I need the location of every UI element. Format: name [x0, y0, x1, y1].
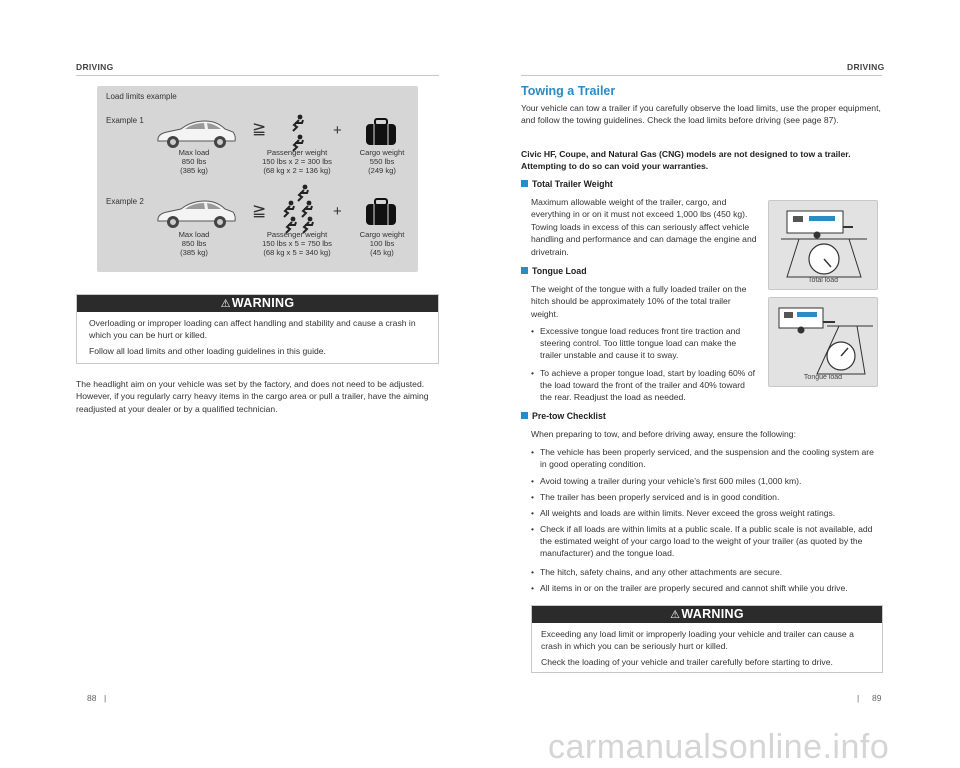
- section-title: Towing a Trailer: [521, 84, 616, 98]
- page-number-right: 89: [872, 693, 882, 703]
- load-limits-title: Load limits example: [106, 92, 177, 101]
- tongue-load-text: The weight of the tongue with a fully loaded trailer on the hitch should be approximately 10% of the total trailer weight.: [531, 284, 747, 319]
- luggage-icon: [365, 198, 397, 226]
- warning-text: Check the loading of your vehicle and trailer carefully before starting to drive.: [541, 657, 833, 668]
- square-bullet-icon: [521, 180, 528, 187]
- example-1-passenger-weight: Passenger weight 150 lbs x 2 = 300 lbs (68 kg x 2 = 136 kg): [262, 148, 332, 175]
- list-item: • Excessive tongue load reduces front tire traction and steering control. Too little tongue load can make the trailer unstable and cause it to sway.: [531, 326, 741, 361]
- car-icon: [155, 196, 237, 230]
- running-header-left: DRIVING: [76, 62, 114, 72]
- header-rule-left: [76, 75, 439, 76]
- tongue-load-illustration: [768, 297, 878, 387]
- headlight-paragraph: The headlight aim on your vehicle was set by the factory, and does not need to be adjusted. However, if you regularly carry heavy items in the cargo area or pull a trailer, have the aiming readjusted at your dealer or by a qualified technician.: [76, 379, 429, 414]
- list-item: • The trailer has been properly serviced and is in good condition.: [531, 492, 780, 502]
- load-limits-figure: [97, 86, 418, 272]
- car-icon: [155, 116, 237, 150]
- list-item: • The hitch, safety chains, and any other attachments are secure.: [531, 567, 783, 577]
- towing-intro: Your vehicle can tow a trailer if you carefully observe the load limits, use the proper equipment, and follow the towing guidelines. Check the load limits before driving (see page 87).: [521, 103, 881, 126]
- warning-header: ⚠WARNING: [77, 295, 438, 312]
- warning-text: Follow all load limits and other loading guidelines in this guide.: [89, 346, 326, 357]
- heading-total-trailer-weight: Total Trailer Weight: [521, 179, 613, 189]
- example-2-passenger-weight: Passenger weight 150 lbs x 5 = 750 lbs (68 kg x 5 = 340 kg): [262, 230, 332, 257]
- heading-tongue-load: Tongue Load: [521, 266, 587, 276]
- square-bullet-icon: [521, 412, 528, 419]
- header-rule-right: [521, 75, 882, 76]
- total-load-illustration: [768, 200, 878, 290]
- list-item: • To achieve a proper tongue load, start by loading 60% of the load toward the front of the trailer and 40% toward the rear. Readjust the load as needed.: [531, 368, 755, 403]
- list-item: • All weights and loads are within limits. Never exceed the gross weight ratings.: [531, 508, 836, 518]
- list-item: • The vehicle has been properly serviced, and the suspension and the cooling system are in good operating condition.: [531, 447, 874, 470]
- example-2-cargo-weight: Cargo weight 100 lbs (45 kg): [359, 230, 405, 257]
- towing-notice: Civic HF, Coupe, and Natural Gas (CNG) models are not designed to tow a trailer. Attempting to do so can void your warranties.: [521, 149, 851, 172]
- list-item: • Check if all loads are within limits at a public scale. If a public scale is not available, add the estimated weight of your cargo load to the weight of your trailer (as quoted by the manufacturer) and the tongue load.: [531, 524, 873, 559]
- example-2-label: Example 2: [106, 197, 144, 206]
- warning-triangle-icon: ⚠: [220, 297, 231, 310]
- list-item: • Avoid towing a trailer during your vehicle’s first 600 miles (1,000 km).: [531, 476, 802, 486]
- heading-pretow-checklist: Pre-tow Checklist: [521, 411, 606, 421]
- warning-triangle-icon: ⚠: [670, 608, 681, 621]
- warning-text: Exceeding any load limit or improperly loading your vehicle and trailer can cause a crash in which you can be seriously hurt or killed.: [541, 629, 854, 652]
- plus-sign: +: [333, 203, 342, 220]
- pretow-intro: When preparing to tow, and before driving away, ensure the following:: [531, 429, 796, 439]
- example-1-label: Example 1: [106, 116, 144, 125]
- running-header-right: DRIVING: [847, 62, 885, 72]
- example-1-max-load: Max load 850 lbs (385 kg): [178, 148, 210, 175]
- watermark: carmanualsonline.info: [548, 728, 890, 766]
- plus-sign: +: [333, 122, 342, 139]
- example-1-cargo-weight: Cargo weight 550 lbs (249 kg): [359, 148, 405, 175]
- example-2-max-load: Max load 850 lbs (385 kg): [178, 230, 210, 257]
- page-number-separator: |: [104, 693, 107, 703]
- warning-header: ⚠WARNING: [532, 606, 882, 623]
- total-load-caption: Total load: [808, 277, 838, 284]
- warning-box-trailer-loading: [531, 605, 883, 673]
- total-trailer-weight-text: Maximum allowable weight of the trailer, cargo, and everything in or on it must not exceed 1,000 lbs (450 kg). Towing loads in excess of this can seriously affect vehicle handling and performance and can damage the engine and drivetrain.: [531, 197, 757, 257]
- greater-equal-sign: ≧: [252, 201, 267, 221]
- tongue-load-caption: Tongue load: [803, 374, 843, 381]
- list-item: • All items in or on the trailer are properly secured and cannot shift while you drive.: [531, 583, 848, 593]
- page-number-left: 88: [87, 693, 97, 703]
- page-number-separator: |: [857, 693, 860, 703]
- tongue-scale-icon: [769, 298, 879, 376]
- warning-text: Overloading or improper loading can affect handling and stability and cause a crash in which you can be hurt or killed.: [89, 318, 416, 341]
- warning-box-overloading: [76, 294, 439, 364]
- luggage-icon: [365, 118, 397, 146]
- greater-equal-sign: ≧: [252, 119, 267, 139]
- passenger-icon: [290, 114, 304, 132]
- square-bullet-icon: [521, 267, 528, 274]
- trailer-scale-icon: [769, 201, 879, 279]
